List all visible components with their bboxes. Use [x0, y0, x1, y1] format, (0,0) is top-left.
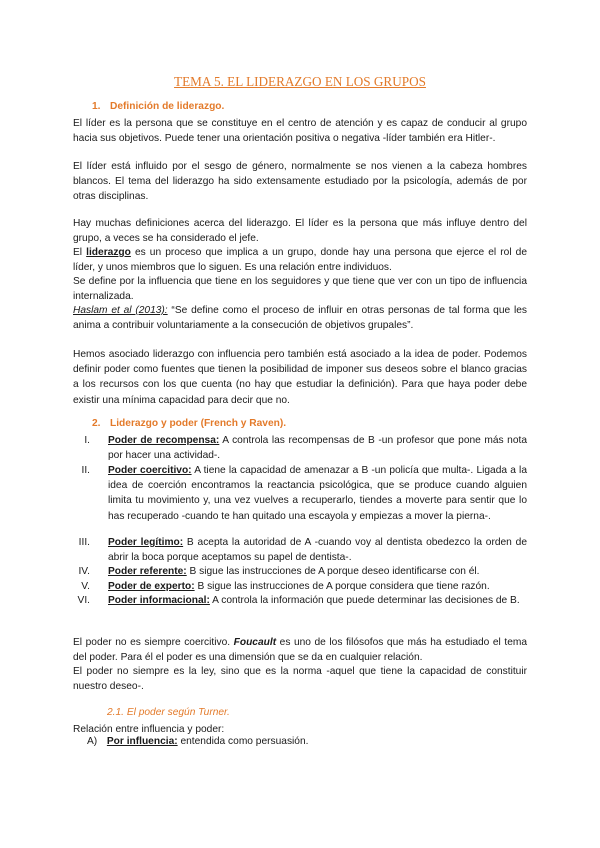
- list-text: [108, 579, 527, 594]
- list-text: [108, 535, 527, 565]
- text-span: B sigue las instrucciones de A porque deseo identificarse con él.: [186, 566, 480, 577]
- term: Poder de experto:: [108, 581, 195, 592]
- list-letter: A): [87, 736, 98, 747]
- term: Poder informacional:: [108, 595, 210, 606]
- text-span: El: [73, 247, 87, 258]
- list-numeral: V.: [81, 581, 90, 592]
- text-span: es uno de los filósofos que más ha estudiado el tema del poder. Para él el poder es una dimensión que se da en cualquier relación.: [73, 637, 528, 664]
- term: Poder coercitivo:: [108, 465, 192, 476]
- paragraph: El líder está influido por el sesgo de género, normalmente se nos vienen a la cabeza hombres blancos. El tema del liderazgo ha sido extensamente estudiado por la psicología, además de por otras disciplinas.: [73, 161, 527, 203]
- list-numeral: II.: [81, 465, 90, 476]
- alpha-list-item: [87, 736, 308, 747]
- list-numeral: III.: [78, 537, 90, 548]
- section-1-heading: [92, 101, 224, 112]
- list-text: [108, 463, 527, 524]
- term: Por influencia:: [106, 736, 178, 747]
- paragraph-liderazgo: [73, 245, 527, 275]
- text-span: A tiene la capacidad de amenazar a B -un policía que multa-. Ligada a la idea de coerción encontramos la reactancia psicológica, que se produce cuando alguien limita tu movimiento y, una vez vuelves a recuperarlo, tiendes a moverte para sentir que lo has recuperado -cuando te han quitado una escayola y empiezas a mover la pierna-.: [108, 465, 527, 522]
- paragraph-haslam: [73, 303, 527, 333]
- subsection-heading: 2.1. El poder según Turner.: [107, 707, 230, 718]
- paragraph: Hemos asociado liderazgo con influencia pero también está asociado a la idea de poder. Podemos definir poder como fuentes que tienen la posibilidad de imponer sus deseos sobre el blanco gracias a los recursos con los que cuenta (no hay que estudiar la definición). Para que haya poder debe existir una mínima capacidad para decir que no.: [73, 349, 527, 406]
- text-span: El poder no es siempre coercitivo.: [73, 637, 234, 648]
- text-span: A controla la información que puede determinar las decisiones de B.: [209, 595, 520, 606]
- paragraph-foucault: [73, 635, 527, 665]
- paragraph: Se define por la influencia que tiene en los seguidores y que tiene que ver con un tipo de influencia internalizada.: [73, 276, 527, 303]
- text-span: entendida como persuasión.: [177, 736, 309, 747]
- paragraph: Relación entre influencia y poder:: [73, 724, 225, 735]
- list-numeral: IV.: [78, 566, 90, 577]
- quote-text: “Se define como el proceso de influir en otras personas de tal forma que les anima a contribuir voluntariamente a la consecución de objetivos grupales”.: [73, 305, 528, 332]
- list-text: [108, 433, 527, 463]
- text-span: es un proceso que implica a un grupo, donde hay una persona que ejerce el rol de líder, y unos miembros que lo siguen. Es una relación entre individuos.: [73, 247, 527, 274]
- section-1-number: 1.: [92, 101, 101, 112]
- text-span: B acepta la autoridad de A -cuando voy al dentista obedezco la orden de abrir la boca porque aceptamos su papel de dentista-.: [108, 537, 527, 564]
- term: Poder de recompensa:: [108, 435, 220, 446]
- list-numeral: I.: [84, 435, 90, 446]
- term-liderazgo: liderazgo: [86, 247, 131, 258]
- section-2-heading-text: Liderazgo y poder (French y Raven).: [110, 418, 287, 429]
- term: Poder legítimo:: [108, 537, 184, 548]
- text-span: A controla las recompensas de B -un profesor que pone más nota por hacer una actividad-.: [108, 435, 528, 462]
- text-span: B sigue las instrucciones de A porque considera que tiene razón.: [194, 581, 490, 592]
- section-1-heading-text: Definición de liderazgo.: [110, 101, 225, 112]
- section-2-number: 2.: [92, 418, 101, 429]
- list-numeral: VI.: [77, 595, 90, 606]
- list-text: [108, 564, 527, 579]
- paragraph: Hay muchas definiciones acerca del liderazgo. El líder es la persona que más influye dentro del grupo, a veces se ha considerado el jefe.: [73, 218, 527, 245]
- name-foucault: Foucault: [233, 637, 277, 648]
- section-2-heading: [92, 418, 286, 429]
- paragraph: El poder no siempre es la ley, sino que es la norma -aquel que tiene la capacidad de constituir nuestro deseo-.: [73, 666, 527, 693]
- term: Poder referente:: [108, 566, 187, 577]
- page-title: TEMA 5. EL LIDERAZGO EN LOS GRUPOS: [174, 74, 426, 89]
- list-text: [108, 593, 527, 608]
- citation-haslam: Haslam et al (2013):: [73, 305, 168, 316]
- paragraph: El líder es la persona que se constituye en el centro de atención y es capaz de conducir al grupo hacia sus objetivos. Puede tener una orientación positiva o negativa -líder también era Hitler-.: [73, 118, 527, 145]
